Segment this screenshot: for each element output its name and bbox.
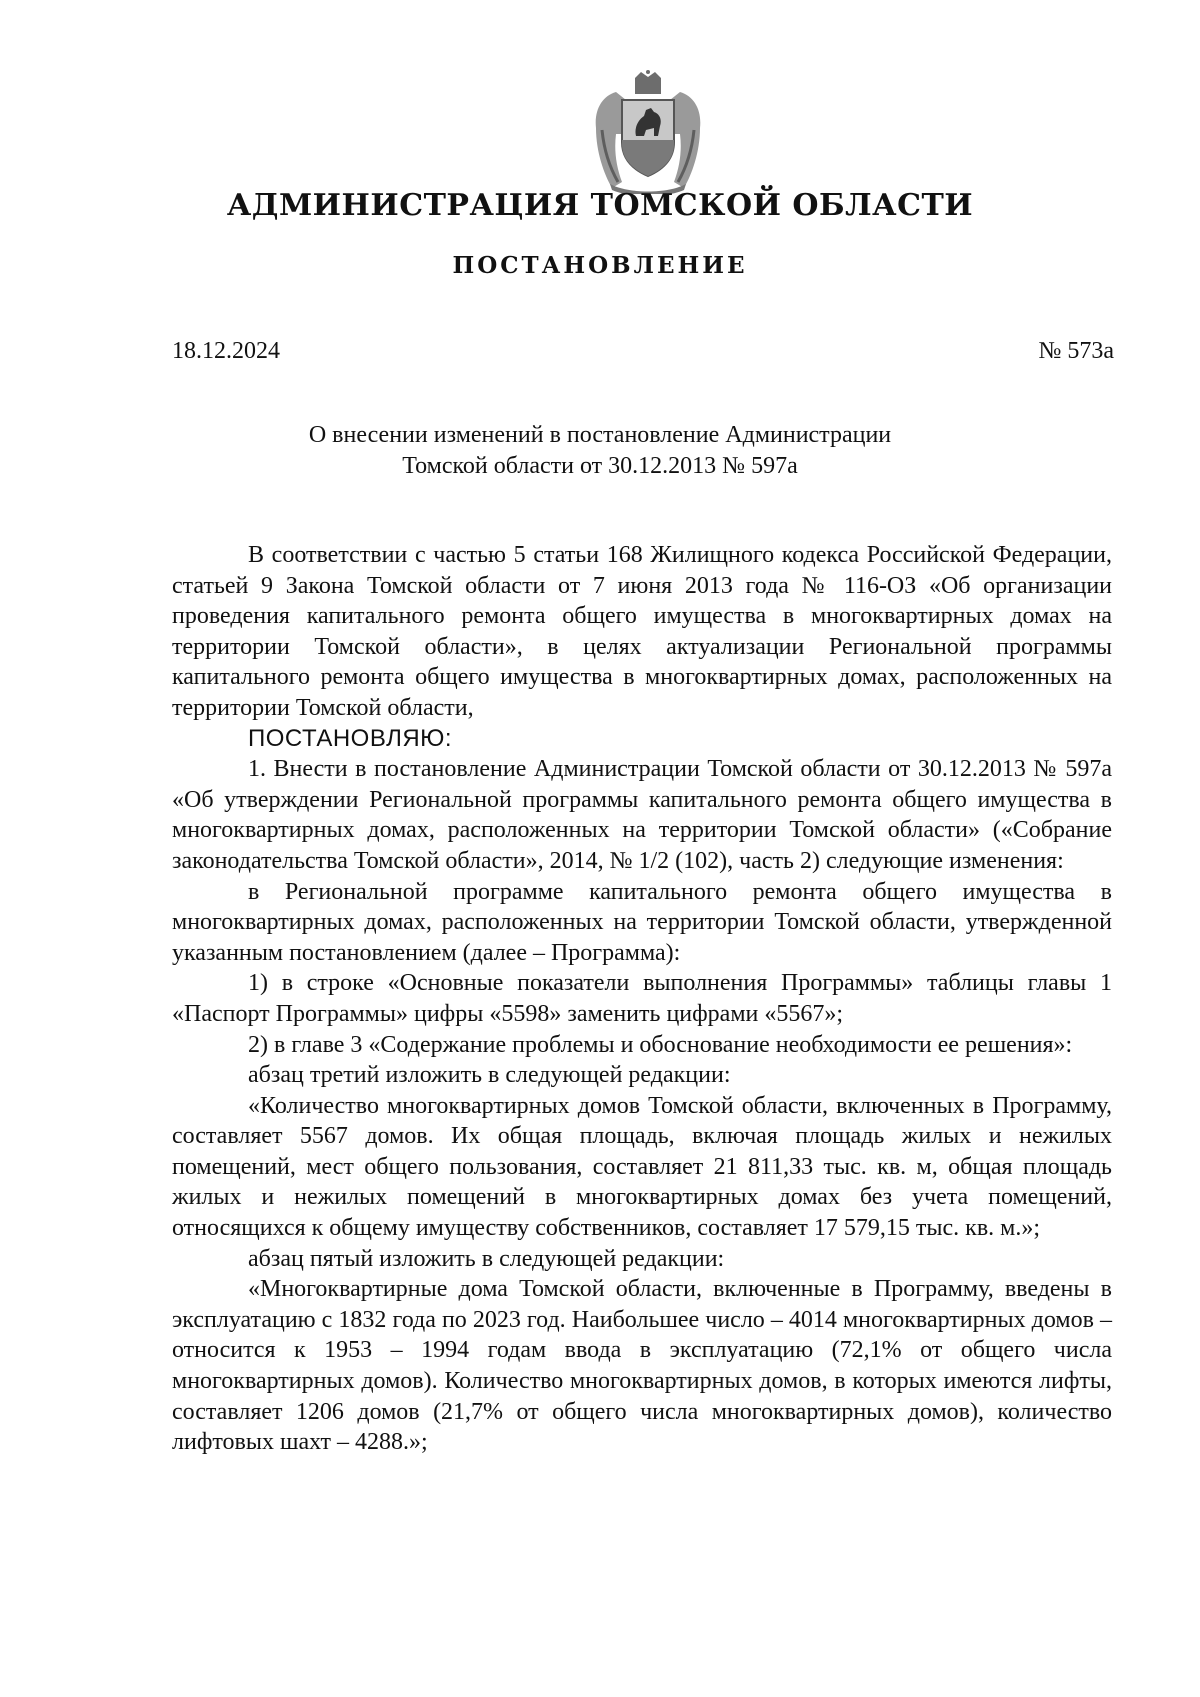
document-number: № 573а (1038, 338, 1114, 364)
organization-title: АДМИНИСТРАЦИЯ ТОМСКОЙ ОБЛАСТИ (226, 188, 974, 223)
paragraph: абзац пятый изложить в следующей редакции: (248, 1245, 725, 1272)
paragraph-quote: «Многоквартирные дома Томской области, включенные в Программу, введены в эксплуатацию с 1832 года по 2023 год. Наибольшее число – 4014 многоквартирных домов – относится к 1953 – 1994 годам ввода в эксплуатацию (72,1% от общего числа многоквартирных домов). Количество многоквартирных домов, в которых имеются лифты, составляет 1206 домов (21,7% от общего числа многоквартирных домов), количество лифтовых шахт – 4288.»; (172, 1276, 1112, 1456)
paragraph-subitem-1: 1) в строке «Основные показатели выполнения Программы» таблицы главы 1 «Паспорт Программы» цифры «5598» заменить цифрами «5567»; (172, 970, 1112, 1027)
document-subject (0, 420, 1200, 482)
paragraph-quote: «Количество многоквартирных домов Томской области, включенных в Программу, составляет 5567 домов. Их общая площадь, включая площадь жилых и нежилых помещений, мест общего пользования, составляет 21 811,33 тыс. кв. м, общая площадь жилых и нежилых помещений в многоквартирных домах без учета помещений, относящихся к общему имуществу собственников, составляет 17 579,15 тыс. кв. м.»; (172, 1092, 1112, 1242)
paragraph-item-1: 1. Внести в постановление Администрации Томской области от 30.12.2013 № 597а «Об утверждении Региональной программы капитального ремонта общего имущества в многоквартирных домах, расположенных на территории Томской области» («Собрание законодательства Томской области», 2014, № 1/2 (102), часть 2) следующие изменения: (172, 756, 1112, 874)
paragraph: абзац третий изложить в следующей редакции: (248, 1062, 731, 1089)
document-type: ПОСТАНОВЛЕНИЕ (452, 252, 748, 279)
paragraph-subitem-2: 2) в главе 3 «Содержание проблемы и обоснование необходимости ее решения»: (248, 1031, 1073, 1058)
document-body (172, 540, 1112, 1458)
subject-line: О внесении изменений в постановление Администрации (308, 422, 892, 448)
paragraph-resolve: ПОСТАНОВЛЯЮ: (248, 724, 453, 752)
paragraph-preamble: В соответствии с частью 5 статьи 168 Жилищного кодекса Российской Федерации, статьей 9 Закона Томской области от 7 июня 2013 года № 116-ОЗ «Об организации проведения капитального ремонта общего имущества в многоквартирных домах на территории Томской области», в целях актуализации Региональной программы капитального ремонта общего имущества в многоквартирных домах, расположенных на территории Томской области, (172, 542, 1112, 721)
subject-line: Томской области от 30.12.2013 № 597а (402, 453, 798, 479)
coat-of-arms-icon (588, 70, 708, 194)
document-date: 18.12.2024 (172, 338, 280, 364)
paragraph: в Региональной программе капитального ремонта общего имущества в многоквартирных домах, расположенных на территории Томской области, утвержденной указанным постановлением (далее – Программа): (172, 878, 1112, 966)
